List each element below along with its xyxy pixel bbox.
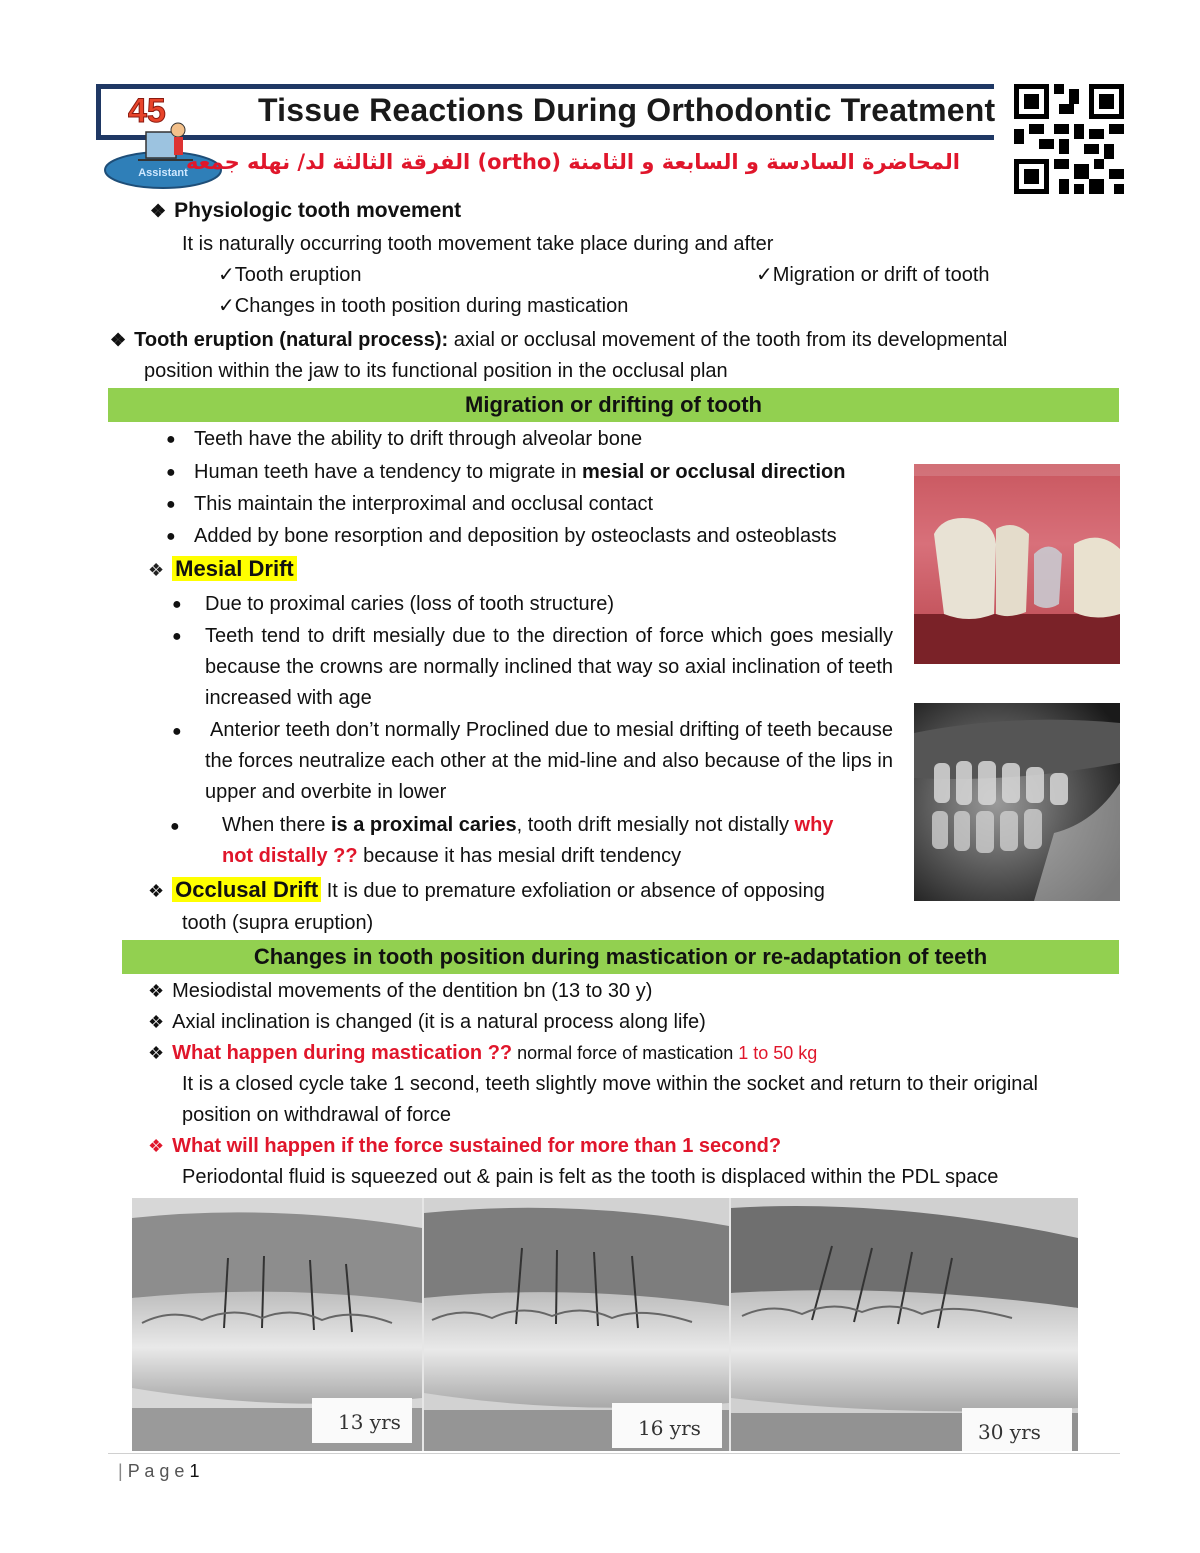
check-migration: ✓Migration or drift of tooth (756, 264, 990, 286)
mesial-drift-heading (148, 557, 297, 582)
mastication-force-value: 1 to 50 kg (738, 1043, 818, 1063)
mastication-cycle-text: It is a closed cycle take 1 second, teeth slightly move within the socket and return to their original (182, 1073, 1038, 1095)
migration-bullet-4: Added by bone resorption and deposition by osteoclasts and osteoblasts (194, 525, 837, 547)
page-title: Tissue Reactions During Orthodontic Treatment (258, 92, 996, 128)
footer-divider (108, 1453, 1120, 1454)
mastication-point-3 (148, 1041, 817, 1065)
arabic-subtitle: المحاضرة السادسة و السابعة و الثامنة (ortho) الفرقة الثالثة لد/ نهله جمعه (185, 150, 960, 174)
dentition-figures (132, 1198, 1078, 1451)
clinical-photo (914, 464, 1120, 664)
migration-bullet-1: Teeth have the ability to drift through alveolar bone (194, 428, 643, 450)
logo-number: 45 (128, 92, 166, 130)
bullet-icon: ● (170, 818, 180, 835)
occlusal-drift-line (148, 878, 825, 903)
eruption-paragraph (110, 328, 1007, 352)
physiologic-heading-text: Physiologic tooth movement (174, 199, 462, 222)
m4-red: why (794, 814, 834, 836)
qr-code (1013, 84, 1125, 194)
check-tooth-eruption: ✓Tooth eruption (218, 264, 362, 286)
mesial-bullet-2: Teeth tend to drift mesially due to the direction of force which goes mesially because the crowns are normally inclined that way so axial inclination of teeth increased with age (205, 625, 893, 709)
bullet-icon: ● (166, 431, 176, 448)
svg-text:Assistant: Assistant (138, 167, 188, 179)
migration-bullet-2-text: Human teeth have a tendency to migrate in (194, 461, 583, 483)
diamond-bullet-icon: ❖ (110, 330, 127, 350)
diamond-bullet-icon: ❖ (150, 201, 167, 221)
mastication-point-1-text: Mesiodistal movements of the dentition bn (13 to 30 y) (172, 980, 653, 1002)
diamond-bullet-icon: ❖ (148, 1043, 165, 1063)
diamond-bullet-icon: ❖ (148, 560, 165, 580)
diamond-bullet-icon: ❖ (148, 981, 165, 1001)
m4-text: When there (222, 814, 331, 836)
mastication-force-text: normal force of mastication (512, 1043, 739, 1063)
eruption-text: axial or occlusal movement of the tooth from its developmental (448, 329, 1008, 351)
eruption-text-cont: position within the jaw to its functional position in the occlusal plan (144, 360, 728, 382)
eruption-label: Tooth eruption (natural process): (134, 329, 449, 351)
mastication-answer: Periodontal fluid is squeezed out & pain is felt as the tooth is displaced within the PDL space (182, 1166, 999, 1188)
check-mastication: ✓Changes in tooth position during mastication (218, 295, 629, 317)
occlusal-drift-text-cont: tooth (supra eruption) (182, 912, 374, 934)
mastication-question-2: What will happen if the force sustained for more than 1 second? (172, 1135, 782, 1157)
page-footer: | P a g e 1 (118, 1461, 200, 1481)
page-number: 1 (189, 1461, 200, 1481)
age-label-16: 16 yrs (638, 1416, 701, 1440)
intro-text: It is naturally occurring tooth movement take place during and after (182, 233, 774, 255)
physiologic-heading (150, 199, 461, 223)
bullet-icon: ● (166, 528, 176, 545)
migration-bullet-2 (194, 460, 845, 484)
m4-bold: is a proximal caries (330, 814, 517, 836)
migration-bullet-2-bold: mesial or occlusal direction (582, 461, 846, 483)
bullet-icon: ● (166, 464, 176, 481)
migration-bullet-3: This maintain the interproximal and occlusal contact (194, 493, 654, 515)
mastication-point-4 (148, 1134, 781, 1158)
bullet-icon: ● (172, 628, 182, 645)
mesial-bullet-3: Anterior teeth don’t normally Proclined due to mesial drifting of teeth because the forces neutralize each other at the mid-line and also because of the lips in upper and overbite in lower (205, 719, 893, 803)
mastication-cycle-text-cont: position on withdrawal of force (182, 1104, 452, 1126)
xray-photo (914, 703, 1120, 901)
m4-text-3: because it has mesial drift tendency (357, 845, 682, 867)
mastication-point-1 (148, 979, 652, 1003)
diamond-bullet-icon: ❖ (148, 881, 165, 901)
diamond-bullet-icon: ❖ (148, 1136, 165, 1156)
mesial-drift-label: Mesial Drift (172, 556, 297, 581)
mesial-bullet-1: Due to proximal caries (loss of tooth structure) (205, 593, 615, 615)
figure-panel-30 (731, 1198, 1078, 1451)
mastication-point-2-text: Axial inclination is changed (it is a natural process along life) (172, 1011, 706, 1033)
diamond-bullet-icon: ❖ (148, 1012, 165, 1032)
assistant-logo (98, 88, 228, 198)
page-word: P a g e (127, 1461, 185, 1481)
age-label-13: 13 yrs (338, 1410, 401, 1434)
m4-text-2: , tooth drift mesially not distally (516, 814, 795, 836)
migration-band: Migration or drifting of tooth (108, 388, 1119, 422)
figure-panel-16 (424, 1198, 729, 1451)
bullet-icon: ● (166, 496, 176, 513)
mesial-bullet-4 (222, 810, 888, 872)
mastication-question-1: What happen during mastication ?? (172, 1042, 513, 1064)
age-label-30: 30 yrs (978, 1420, 1041, 1444)
bullet-icon: ● (172, 723, 182, 740)
mastication-band: Changes in tooth position during mastication or re-adaptation of teeth (122, 940, 1119, 974)
mastication-point-2 (148, 1010, 706, 1034)
bullet-icon: ● (172, 596, 182, 613)
occlusal-drift-label: Occlusal Drift (172, 877, 321, 902)
occlusal-drift-text: It is due to premature exfoliation or absence of opposing (321, 880, 825, 902)
m4-red-2: not distally ?? (222, 845, 358, 867)
